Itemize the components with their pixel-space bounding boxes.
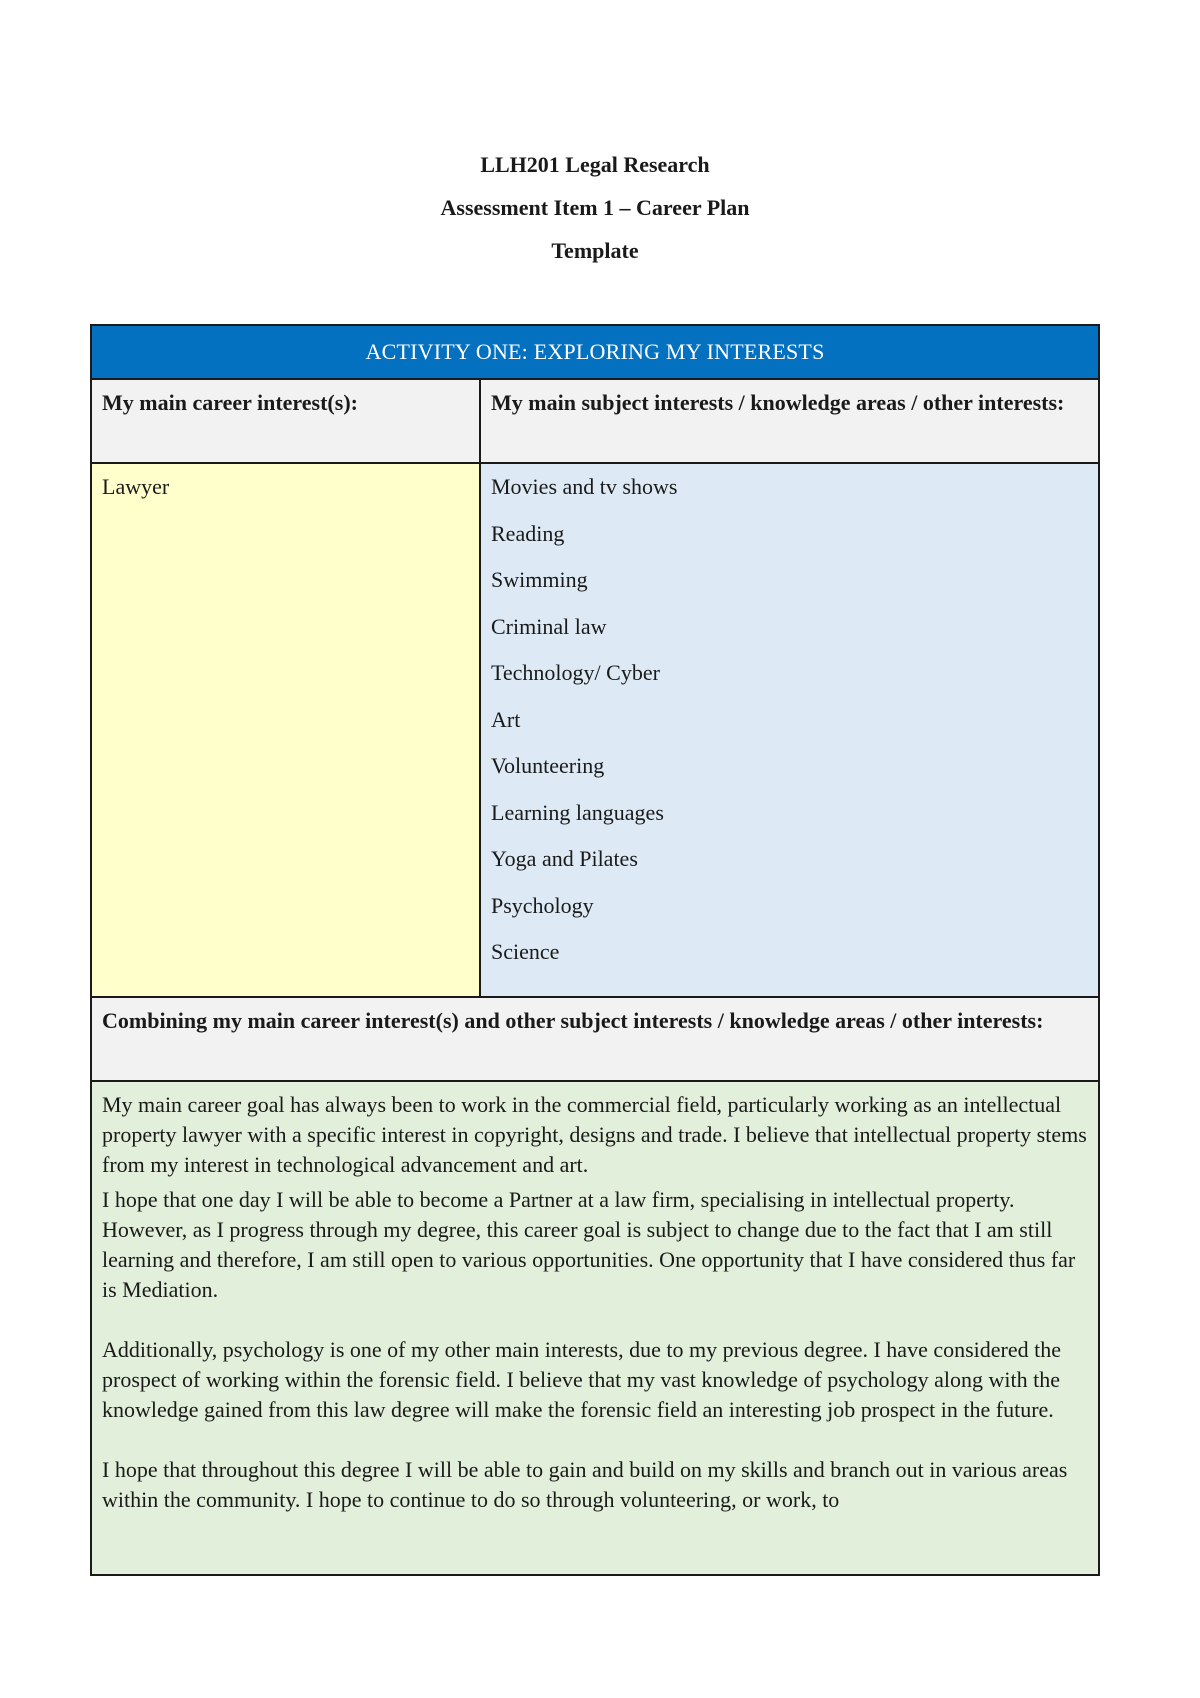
list-item: Yoga and Pilates bbox=[491, 846, 638, 871]
list-item: Learning languages bbox=[491, 799, 664, 825]
list-item: Swimming bbox=[491, 567, 588, 592]
list-item: Reading bbox=[491, 520, 565, 546]
career-interest-value: Lawyer bbox=[102, 474, 170, 499]
list-item: Criminal law bbox=[491, 613, 607, 639]
career-interest-heading: My main career interest(s): bbox=[91, 379, 480, 463]
combining-paragraph: Additionally, psychology is one of my other main interests, due to my previous degree. I have considered the prospect of working within the forensic field. I believe that my vast knowledge of psychology along with the knowledge gained from this law degree will make the forensic field an interesting job prospect in the future. bbox=[102, 1337, 1062, 1422]
combining-heading: Combining my main career interest(s) and other subject interests / knowledge areas / other interests: bbox=[91, 997, 1099, 1081]
combining-paragraph: I hope that throughout this degree I will be able to gain and build on my skills and branch out in various areas within the community. I hope to continue to do so through volunteering, or work, to bbox=[102, 1457, 1068, 1512]
document-header bbox=[0, 152, 1190, 281]
course-title: LLH201 Legal Research bbox=[480, 152, 710, 177]
subject-interest-list bbox=[491, 472, 1088, 984]
template-label: Template bbox=[551, 238, 639, 263]
subject-interest-heading: My main subject interests / knowledge areas / other interests: bbox=[480, 379, 1099, 463]
career-plan-table bbox=[90, 324, 1100, 1576]
career-interest-cell bbox=[91, 463, 480, 997]
assessment-title: Assessment Item 1 – Career Plan bbox=[440, 195, 750, 220]
list-item: Art bbox=[491, 706, 521, 732]
list-item: Movies and tv shows bbox=[491, 474, 678, 499]
combining-paragraph: My main career goal has always been to work in the commercial field, particularly working as an intellectual property lawyer with a specific interest in copyright, designs and trade. I believe that intellectual property stems from my interest in technological advancement and art. bbox=[102, 1092, 1087, 1177]
combining-text bbox=[102, 1090, 1088, 1572]
list-item: Volunteering bbox=[491, 753, 605, 778]
activity-banner: ACTIVITY ONE: EXPLORING MY INTERESTS bbox=[91, 325, 1099, 379]
list-item: Technology/ Cyber bbox=[491, 660, 660, 685]
combining-cell bbox=[91, 1081, 1099, 1575]
subject-interest-cell bbox=[480, 463, 1099, 997]
list-item: Science bbox=[491, 939, 560, 964]
combining-paragraph: I hope that one day I will be able to become a Partner at a law firm, specialising in intellectual property. However, as I progress through my degree, this career goal is subject to change due to the fact that I am still learning and therefore, I am still open to various opportunities. One opportunity that I have considered thus far is Mediation. bbox=[102, 1187, 1076, 1302]
list-item: Psychology bbox=[491, 892, 594, 918]
